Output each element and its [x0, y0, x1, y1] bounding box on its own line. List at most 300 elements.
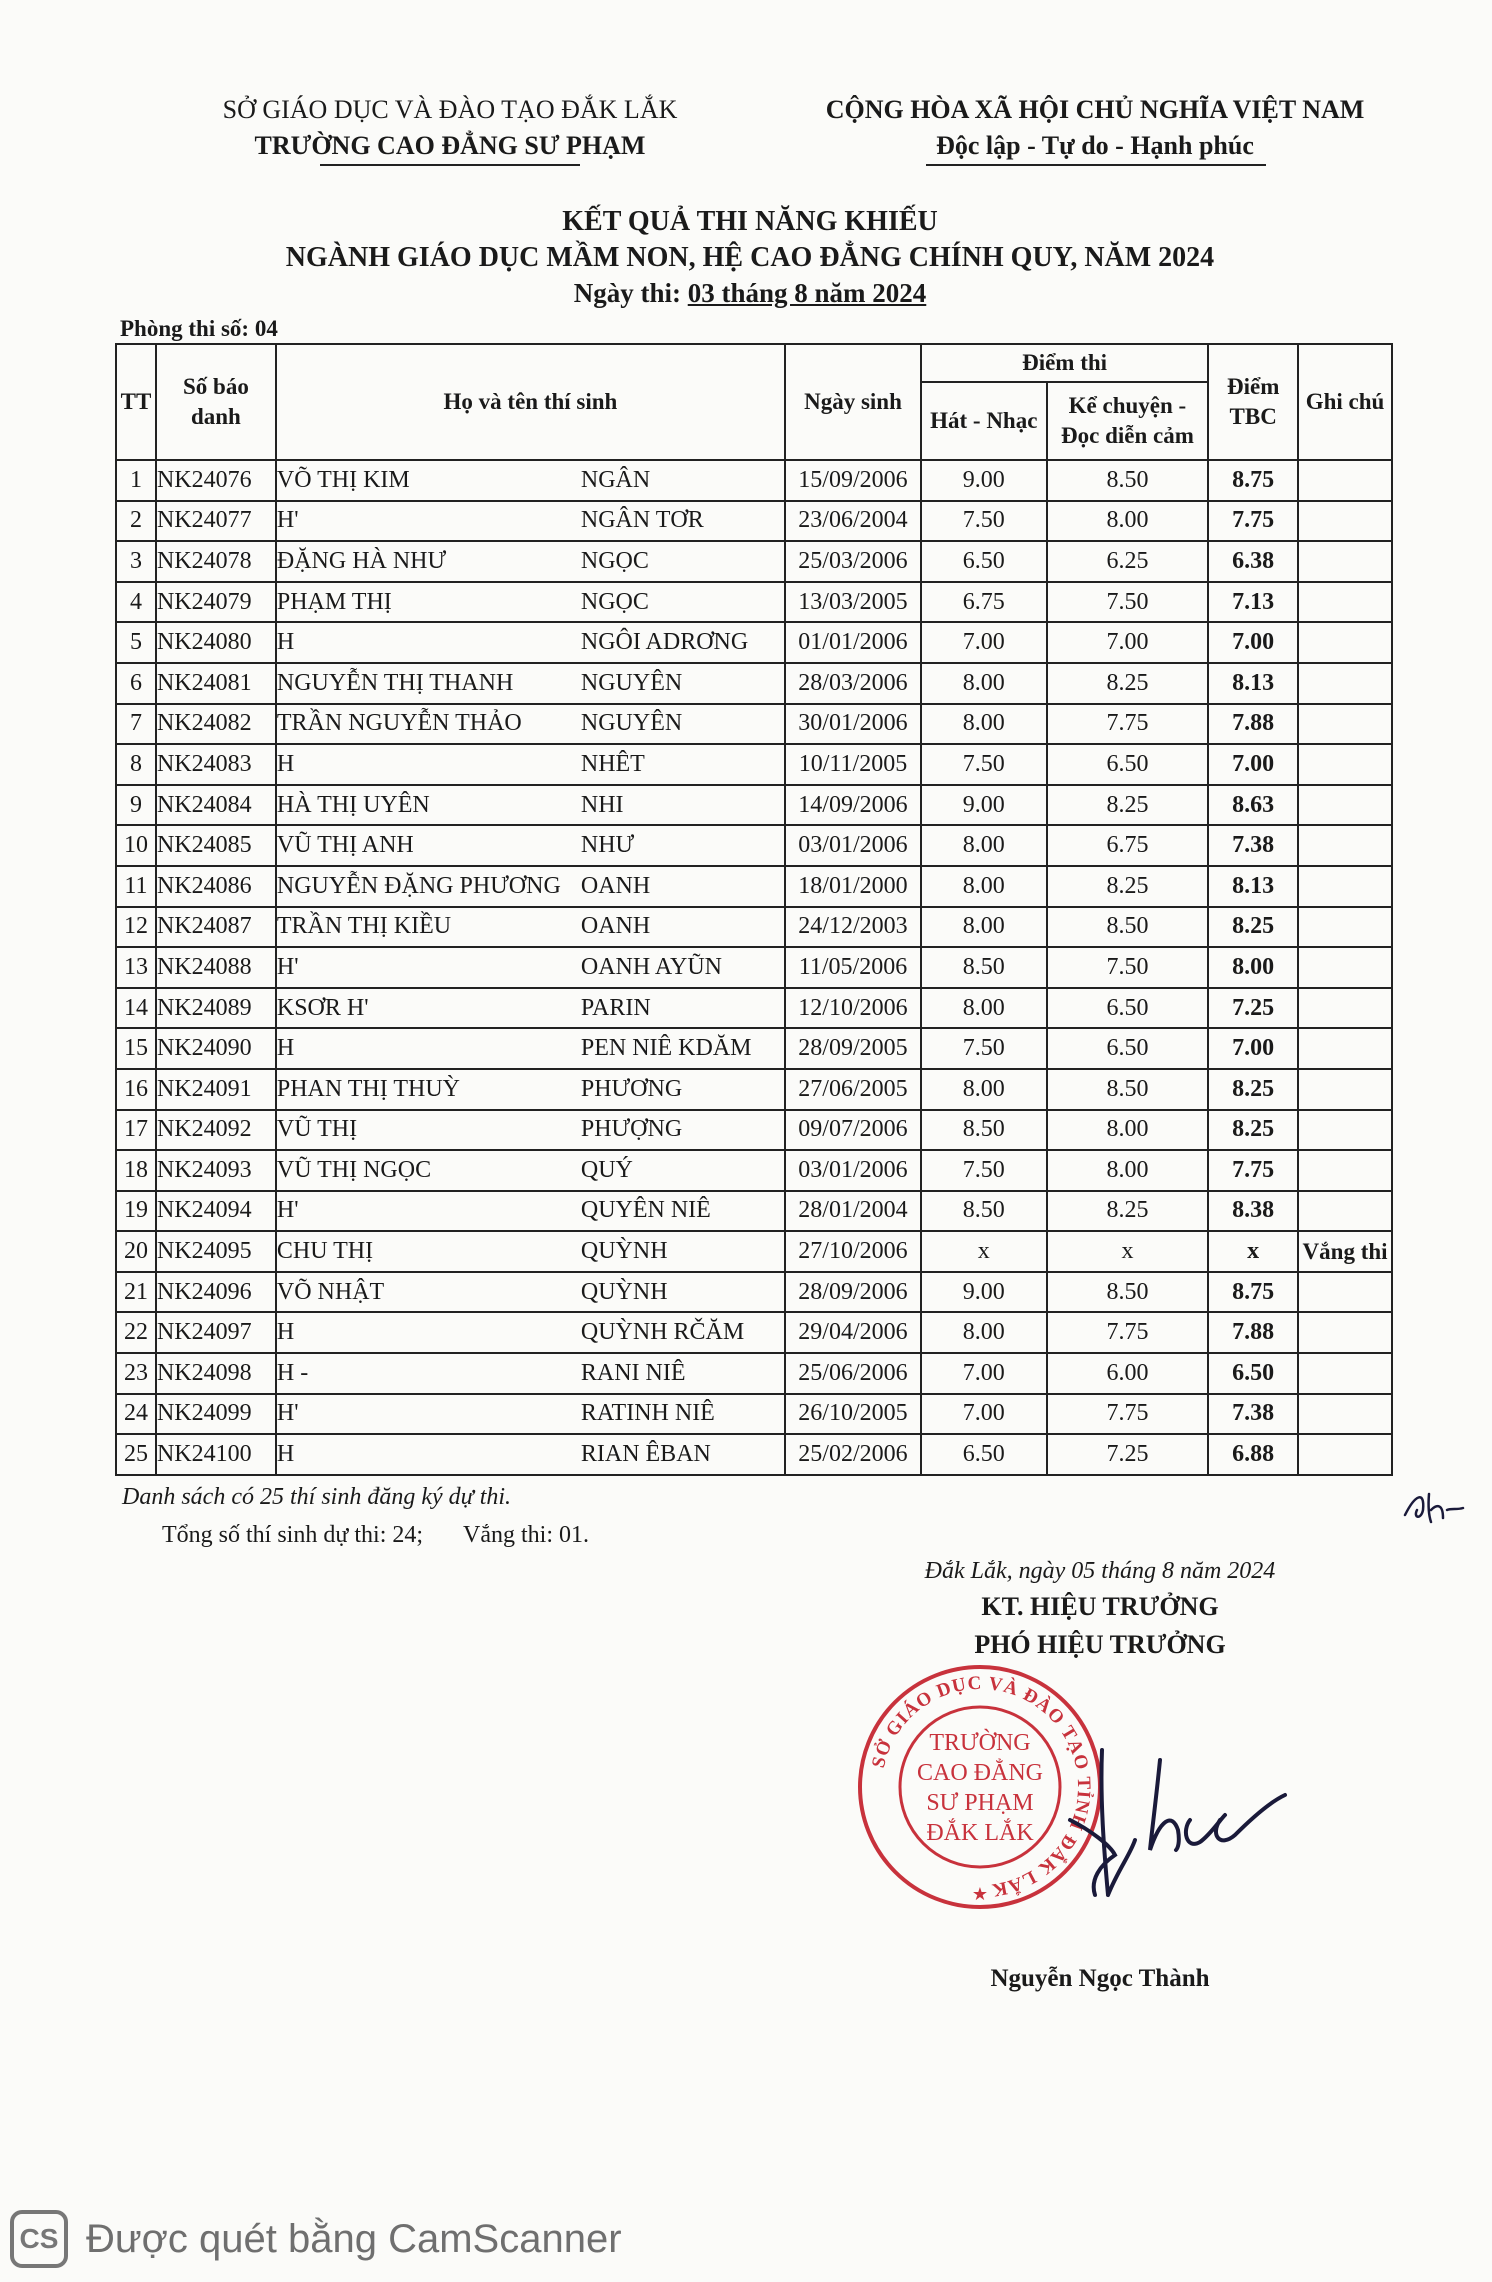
story-score: 8.25: [1047, 785, 1209, 826]
note: [1298, 1272, 1392, 1313]
note: [1298, 1312, 1392, 1353]
candidate-last-name: H': [276, 1197, 299, 1224]
candidate-name: [276, 1353, 785, 1394]
music-score: 8.00: [921, 704, 1047, 745]
note: [1298, 622, 1392, 663]
table-row: [116, 825, 1392, 866]
table-row: [116, 1353, 1392, 1394]
signer-role: KT. HIỆU TRƯỞNG: [981, 1592, 1219, 1621]
table-row: [116, 947, 1392, 988]
table-row: [116, 1272, 1392, 1313]
col-note: Ghi chú: [1298, 344, 1392, 460]
birth-date: 25/02/2006: [785, 1434, 921, 1475]
birth-date: 15/09/2006: [785, 460, 921, 501]
table-row: [116, 582, 1392, 623]
music-score: 9.00: [921, 1272, 1047, 1313]
candidate-number: NK24085: [156, 825, 276, 866]
candidate-last-name: NGUYỄN THỊ THANH: [276, 669, 514, 696]
birth-date: 24/12/2003: [785, 907, 921, 948]
note: [1298, 947, 1392, 988]
candidate-name: [276, 1028, 785, 1069]
row-number: 1: [116, 460, 156, 501]
candidate-number: NK24078: [156, 541, 276, 582]
svg-text:★: ★: [971, 1884, 989, 1904]
music-score: 7.50: [921, 744, 1047, 785]
candidate-number: NK24094: [156, 1191, 276, 1232]
summary-text: Danh sách có 25 thí sinh đăng ký dự thi.: [122, 1484, 512, 1510]
candidate-last-name: H: [276, 1319, 295, 1346]
candidate-number: NK24092: [156, 1110, 276, 1151]
table-row: [116, 1312, 1392, 1353]
table-row: [116, 1150, 1392, 1191]
story-score: 6.50: [1047, 744, 1209, 785]
candidate-first-name: PHƯƠNG: [580, 1075, 683, 1102]
candidate-first-name: NHI: [580, 791, 624, 818]
col-dob: Ngày sinh: [785, 344, 921, 460]
row-number: 5: [116, 622, 156, 663]
candidate-name: [276, 947, 785, 988]
story-score: 8.00: [1047, 1150, 1209, 1191]
birth-date: 28/09/2005: [785, 1028, 921, 1069]
story-score: 6.50: [1047, 988, 1209, 1029]
candidate-first-name: QUỲNH: [580, 1278, 668, 1305]
note: [1298, 907, 1392, 948]
divider-left: [320, 164, 580, 166]
candidate-number: NK24089: [156, 988, 276, 1029]
birth-date: 26/10/2005: [785, 1394, 921, 1435]
department-name: SỞ GIÁO DỤC VÀ ĐÀO TẠO ĐẮK LẮK: [222, 95, 678, 124]
candidate-first-name: RATINH NIÊ: [580, 1400, 715, 1427]
candidate-number: NK24081: [156, 663, 276, 704]
music-score: 9.00: [921, 785, 1047, 826]
divider-right: [926, 164, 1266, 166]
initial-mark: [1395, 1480, 1465, 1530]
birth-date: 10/11/2005: [785, 744, 921, 785]
candidate-number: NK24091: [156, 1069, 276, 1110]
candidate-number: NK24100: [156, 1434, 276, 1475]
row-number: 8: [116, 744, 156, 785]
average-score: 8.75: [1208, 460, 1298, 501]
col-sbd: Số báo danh: [156, 344, 276, 460]
col-avg: Điểm TBC: [1208, 344, 1298, 460]
row-number: 20: [116, 1231, 156, 1272]
birth-date: 30/01/2006: [785, 704, 921, 745]
story-score: 8.25: [1047, 663, 1209, 704]
table-row: [116, 1434, 1392, 1475]
candidate-first-name: PARIN: [580, 994, 651, 1021]
motto: Độc lập - Tự do - Hạnh phúc: [936, 131, 1254, 160]
average-score: 8.13: [1208, 663, 1298, 704]
story-score: 7.25: [1047, 1434, 1209, 1475]
row-number: 11: [116, 866, 156, 907]
story-score: 8.00: [1047, 1110, 1209, 1151]
story-score: 7.75: [1047, 704, 1209, 745]
candidate-number: NK24076: [156, 460, 276, 501]
row-number: 23: [116, 1353, 156, 1394]
average-score: 7.00: [1208, 622, 1298, 663]
average-score: 7.00: [1208, 1028, 1298, 1069]
candidate-number: NK24086: [156, 866, 276, 907]
candidate-first-name: RANI NIÊ: [580, 1359, 686, 1386]
candidate-first-name: QUYÊN NIÊ: [580, 1197, 711, 1224]
note: [1298, 663, 1392, 704]
candidate-first-name: OANH AYŨN: [580, 953, 722, 980]
music-score: 7.00: [921, 1394, 1047, 1435]
birth-date: 11/05/2006: [785, 947, 921, 988]
note: [1298, 1110, 1392, 1151]
candidate-name: [276, 1069, 785, 1110]
row-number: 3: [116, 541, 156, 582]
row-number: 9: [116, 785, 156, 826]
exam-date-value: 03 tháng 8 năm 2024: [687, 278, 927, 308]
row-number: 12: [116, 907, 156, 948]
candidate-number: NK24080: [156, 622, 276, 663]
row-number: 16: [116, 1069, 156, 1110]
birth-date: 28/03/2006: [785, 663, 921, 704]
document-subtitle: NGÀNH GIÁO DỤC MẦM NON, HỆ CAO ĐẲNG CHÍNH QUY, NĂM 2024: [285, 242, 1215, 273]
note: [1298, 1028, 1392, 1069]
average-score: 8.25: [1208, 1069, 1298, 1110]
candidate-last-name: ĐẶNG HÀ NHƯ: [276, 547, 447, 574]
birth-date: 25/06/2006: [785, 1353, 921, 1394]
music-score: 8.50: [921, 1110, 1047, 1151]
music-score: 8.00: [921, 663, 1047, 704]
candidate-last-name: H -: [276, 1359, 309, 1386]
candidate-last-name: KSƠR H': [276, 994, 369, 1021]
row-number: 19: [116, 1191, 156, 1232]
birth-date: 14/09/2006: [785, 785, 921, 826]
note: [1298, 785, 1392, 826]
candidate-name: [276, 907, 785, 948]
country-name: CỘNG HÒA XÃ HỘI CHỦ NGHĨA VIỆT NAM: [825, 95, 1365, 124]
candidate-last-name: HÀ THỊ UYÊN: [276, 791, 430, 818]
candidate-first-name: PHƯỢNG: [580, 1116, 683, 1143]
average-score: 7.00: [1208, 744, 1298, 785]
music-score: 6.75: [921, 582, 1047, 623]
note: [1298, 1150, 1392, 1191]
table-row: [116, 744, 1392, 785]
col-music: Hát - Nhạc: [921, 382, 1047, 460]
music-score: 8.00: [921, 988, 1047, 1029]
candidate-first-name: NGÂN: [580, 466, 651, 493]
average-score: 8.38: [1208, 1191, 1298, 1232]
story-score: 7.50: [1047, 947, 1209, 988]
candidate-last-name: TRẦN NGUYỄN THẢO: [276, 710, 522, 737]
table-row: [116, 622, 1392, 663]
candidate-name: [276, 866, 785, 907]
candidate-last-name: VŨ THỊ NGỌC: [276, 1156, 432, 1183]
note: [1298, 988, 1392, 1029]
candidate-name: [276, 501, 785, 542]
results-table: [115, 343, 1393, 1476]
stamp-ring-text: SỞ GIÁO DỤC VÀ ĐÀO TẠO TỈNH ĐẮK LẮK: [868, 1672, 1095, 1901]
candidate-first-name: QUỲNH RČĂM: [580, 1319, 745, 1346]
music-score: 6.50: [921, 1434, 1047, 1475]
note: [1298, 1191, 1392, 1232]
candidate-name: [276, 1434, 785, 1475]
candidate-first-name: NHÊT: [580, 750, 645, 777]
stamp-inner-line: TRƯỜNG: [929, 1730, 1031, 1756]
handwritten-signature: [1060, 1720, 1310, 1920]
story-score: 8.50: [1047, 907, 1209, 948]
music-score: 8.50: [921, 1191, 1047, 1232]
candidate-last-name: PHẠM THỊ: [276, 588, 392, 615]
col-name: Họ và tên thí sinh: [276, 344, 785, 460]
candidate-name: [276, 704, 785, 745]
candidate-first-name: NHƯ: [580, 832, 635, 859]
table-body: [116, 460, 1392, 1475]
story-score: x: [1047, 1231, 1209, 1272]
table-row: [116, 541, 1392, 582]
candidate-name: [276, 988, 785, 1029]
note: [1298, 744, 1392, 785]
average-score: x: [1208, 1231, 1298, 1272]
average-score: 8.13: [1208, 866, 1298, 907]
candidate-name: [276, 1272, 785, 1313]
table-row: [116, 501, 1392, 542]
candidate-last-name: NGUYỄN ĐẶNG PHƯƠNG: [276, 872, 561, 899]
average-score: 6.38: [1208, 541, 1298, 582]
school-name: TRƯỜNG CAO ĐẲNG SƯ PHẠM: [254, 131, 646, 160]
note: [1298, 1434, 1392, 1475]
row-number: 25: [116, 1434, 156, 1475]
candidate-first-name: OANH: [580, 913, 651, 940]
table-row: [116, 1028, 1392, 1069]
candidate-last-name: VÕ THỊ KIM: [276, 466, 410, 493]
header-left: [170, 92, 730, 164]
average-score: 7.75: [1208, 501, 1298, 542]
header-right: [800, 92, 1390, 164]
row-number: 13: [116, 947, 156, 988]
candidate-first-name: NGÔI ADRƠNG: [580, 629, 749, 656]
story-score: 8.50: [1047, 1272, 1209, 1313]
candidate-number: NK24090: [156, 1028, 276, 1069]
candidate-first-name: RIAN ÊBAN: [580, 1441, 711, 1468]
story-score: 6.25: [1047, 541, 1209, 582]
candidate-last-name: PHAN THỊ THUỲ: [276, 1075, 460, 1102]
candidate-name: [276, 663, 785, 704]
note: [1298, 541, 1392, 582]
stamp-inner-line: SƯ PHẠM: [926, 1790, 1034, 1816]
camscanner-logo: CS: [10, 2210, 68, 2268]
note: Vắng thi: [1298, 1231, 1392, 1272]
candidate-number: NK24077: [156, 501, 276, 542]
table-row: [116, 1069, 1392, 1110]
candidate-number: NK24082: [156, 704, 276, 745]
story-score: 7.00: [1047, 622, 1209, 663]
signer-title: PHÓ HIỆU TRƯỞNG: [974, 1630, 1226, 1659]
candidate-number: NK24087: [156, 907, 276, 948]
story-score: 7.50: [1047, 582, 1209, 623]
candidate-name: [276, 1231, 785, 1272]
col-story: Kể chuyện - Đọc diễn cảm: [1047, 382, 1209, 460]
candidate-name: [276, 785, 785, 826]
candidate-number: NK24099: [156, 1394, 276, 1435]
candidate-first-name: QUÝ: [580, 1156, 633, 1183]
music-score: x: [921, 1231, 1047, 1272]
story-score: 8.50: [1047, 460, 1209, 501]
story-score: 8.50: [1047, 1069, 1209, 1110]
note: [1298, 582, 1392, 623]
music-score: 6.50: [921, 541, 1047, 582]
candidate-name: [276, 1110, 785, 1151]
candidate-name: [276, 1312, 785, 1353]
story-score: 8.25: [1047, 1191, 1209, 1232]
birth-date: 03/01/2006: [785, 825, 921, 866]
birth-date: 13/03/2005: [785, 582, 921, 623]
music-score: 9.00: [921, 460, 1047, 501]
music-score: 8.00: [921, 866, 1047, 907]
row-number: 14: [116, 988, 156, 1029]
music-score: 8.00: [921, 825, 1047, 866]
candidate-name: [276, 1191, 785, 1232]
candidate-name: [276, 622, 785, 663]
birth-date: 27/06/2005: [785, 1069, 921, 1110]
candidate-last-name: H': [276, 507, 299, 534]
note: [1298, 460, 1392, 501]
candidate-last-name: H': [276, 953, 299, 980]
music-score: 7.00: [921, 622, 1047, 663]
table-row: [116, 460, 1392, 501]
candidate-name: [276, 1150, 785, 1191]
candidate-last-name: VŨ THỊ ANH: [276, 832, 414, 859]
average-score: 7.38: [1208, 1394, 1298, 1435]
average-score: 7.13: [1208, 582, 1298, 623]
music-score: 7.50: [921, 1150, 1047, 1191]
row-number: 6: [116, 663, 156, 704]
average-score: 6.50: [1208, 1353, 1298, 1394]
candidate-number: NK24084: [156, 785, 276, 826]
exam-date: [120, 278, 1380, 309]
row-number: 21: [116, 1272, 156, 1313]
birth-date: 18/01/2000: [785, 866, 921, 907]
table-row: [116, 1231, 1392, 1272]
candidate-last-name: H: [276, 1441, 295, 1468]
col-scores: Điểm thi: [921, 344, 1208, 382]
candidate-first-name: NGỌC: [580, 547, 649, 574]
candidate-last-name: CHU THỊ: [276, 1238, 374, 1265]
candidate-number: NK24095: [156, 1231, 276, 1272]
birth-date: 03/01/2006: [785, 1150, 921, 1191]
candidate-first-name: NGÂN TƠR: [580, 507, 704, 534]
candidate-first-name: OANH: [580, 872, 651, 899]
stamp-inner-line: CAO ĐẲNG: [917, 1760, 1043, 1786]
average-score: 8.75: [1208, 1272, 1298, 1313]
exam-room: Phòng thi số: 04: [120, 316, 278, 341]
birth-date: 09/07/2006: [785, 1110, 921, 1151]
music-score: 8.00: [921, 907, 1047, 948]
average-score: 7.88: [1208, 704, 1298, 745]
candidate-name: [276, 1394, 785, 1435]
candidate-last-name: H: [276, 1035, 295, 1062]
story-score: 6.50: [1047, 1028, 1209, 1069]
candidate-number: NK24088: [156, 947, 276, 988]
row-number: 2: [116, 501, 156, 542]
note: [1298, 501, 1392, 542]
candidate-name: [276, 460, 785, 501]
row-number: 4: [116, 582, 156, 623]
table-row: [116, 1394, 1392, 1435]
average-score: 8.63: [1208, 785, 1298, 826]
candidate-number: NK24079: [156, 582, 276, 623]
candidate-name: [276, 744, 785, 785]
row-number: 22: [116, 1312, 156, 1353]
signer-name: Nguyễn Ngọc Thành: [990, 1965, 1210, 1992]
average-score: 8.25: [1208, 907, 1298, 948]
candidate-first-name: QUỲNH: [580, 1238, 668, 1265]
average-score: 7.75: [1208, 1150, 1298, 1191]
candidate-name: [276, 582, 785, 623]
row-number: 7: [116, 704, 156, 745]
birth-date: 25/03/2006: [785, 541, 921, 582]
birth-date: 12/10/2006: [785, 988, 921, 1029]
table-row: [116, 866, 1392, 907]
counts: [162, 1522, 629, 1549]
note: [1298, 825, 1392, 866]
average-score: 8.25: [1208, 1110, 1298, 1151]
story-score: 7.75: [1047, 1394, 1209, 1435]
candidate-number: NK24097: [156, 1312, 276, 1353]
story-score: 8.25: [1047, 866, 1209, 907]
row-number: 18: [116, 1150, 156, 1191]
average-score: 7.88: [1208, 1312, 1298, 1353]
music-score: 7.50: [921, 1028, 1047, 1069]
music-score: 8.00: [921, 1312, 1047, 1353]
candidate-number: NK24096: [156, 1272, 276, 1313]
average-score: 6.88: [1208, 1434, 1298, 1475]
col-tt: TT: [116, 344, 156, 460]
candidate-first-name: NGỌC: [580, 588, 649, 615]
row-number: 24: [116, 1394, 156, 1435]
table-row: [116, 988, 1392, 1029]
note: [1298, 1394, 1392, 1435]
candidate-number: NK24083: [156, 744, 276, 785]
candidate-name: [276, 541, 785, 582]
row-number: 10: [116, 825, 156, 866]
birth-date: 01/01/2006: [785, 622, 921, 663]
birth-date: 27/10/2006: [785, 1231, 921, 1272]
table-row: [116, 704, 1392, 745]
candidate-first-name: PEN NIÊ KDĂM: [580, 1035, 752, 1062]
story-score: 7.75: [1047, 1312, 1209, 1353]
birth-date: 28/09/2006: [785, 1272, 921, 1313]
candidate-last-name: TRẦN THỊ KIỀU: [276, 913, 452, 940]
camscanner-watermark: [10, 2210, 622, 2268]
table-row: [116, 1110, 1392, 1151]
stamp-inner-line: ĐẮK LẮK: [926, 1820, 1034, 1846]
note: [1298, 1353, 1392, 1394]
music-score: 7.50: [921, 501, 1047, 542]
table-row: [116, 785, 1392, 826]
candidate-first-name: NGUYÊN: [580, 669, 683, 696]
birth-date: 29/04/2006: [785, 1312, 921, 1353]
table-row: [116, 663, 1392, 704]
candidate-first-name: NGUYÊN: [580, 710, 683, 737]
birth-date: 23/06/2004: [785, 501, 921, 542]
candidate-number: NK24098: [156, 1353, 276, 1394]
candidate-last-name: H': [276, 1400, 299, 1427]
note: [1298, 866, 1392, 907]
candidate-last-name: VŨ THỊ: [276, 1116, 358, 1143]
candidate-last-name: VÕ NHẬT: [276, 1278, 385, 1305]
candidate-number: NK24093: [156, 1150, 276, 1191]
table-row: [116, 907, 1392, 948]
note: [1298, 704, 1392, 745]
candidate-last-name: H: [276, 629, 295, 656]
document-title: KẾT QUẢ THI NĂNG KHIẾU: [562, 206, 938, 237]
music-score: 8.50: [921, 947, 1047, 988]
absent-count: Vắng thi: 01.: [463, 1522, 590, 1548]
